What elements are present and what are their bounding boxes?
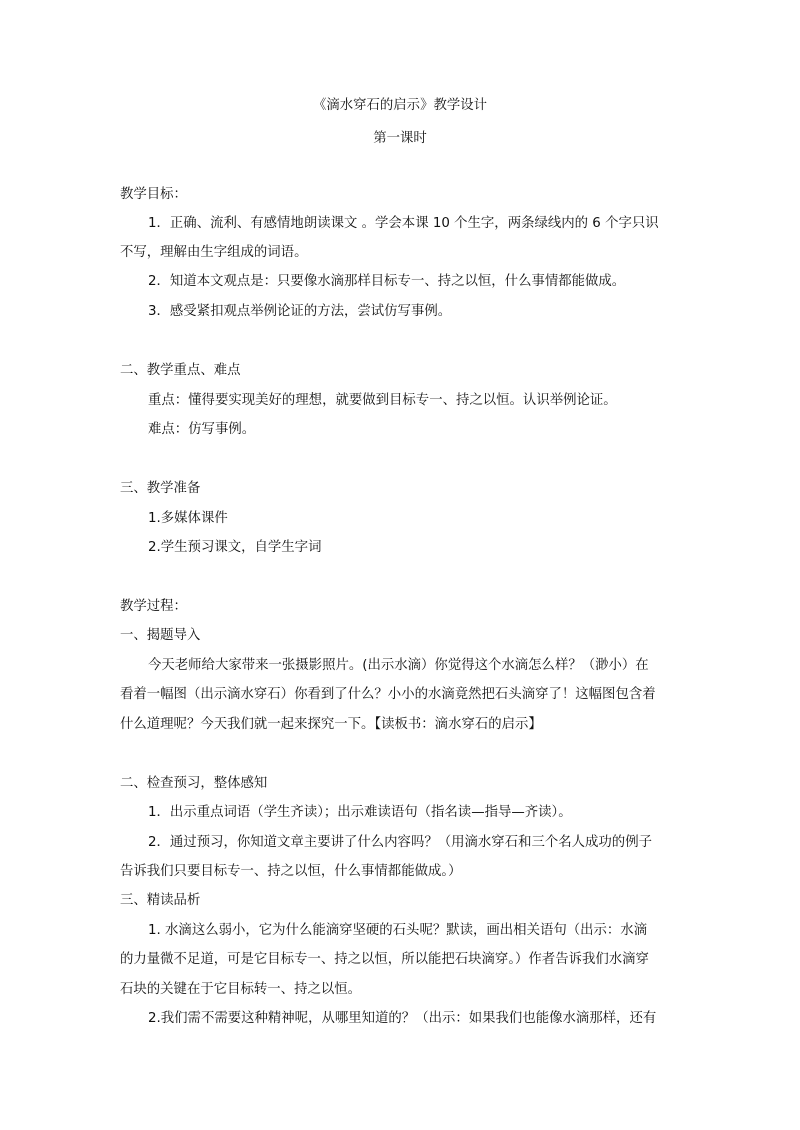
text-line: 今天老师给大家带来一张摄影照片。(出示水滴）你觉得这个水滴怎么样？（渺小）在 xyxy=(148,658,649,673)
heading-process: 教学过程： xyxy=(120,599,187,614)
text-line: 1. 水滴这么弱小，它为什么能滴穿坚硬的石头呢？默读，画出相关语句（出示：水滴 xyxy=(148,923,648,938)
text-line: 2.我们需不需要这种精神呢，从哪里知道的？（出示：如果我们也能像水滴那样，还有 xyxy=(148,1011,657,1026)
text-line: 2．通过预习，你知道文章主要讲了什么内容吗？（用滴水穿石和三个名人成功的例子 xyxy=(148,835,652,850)
document-title: 《滴水穿石的启示》教学设计 xyxy=(312,98,488,113)
text-line: 1.多媒体课件 xyxy=(148,511,228,526)
text-line: 2.学生预习课文，自学生字词 xyxy=(148,540,322,555)
heading-close-reading: 三、精读品析 xyxy=(120,893,201,908)
text-line: 的力量微不足道，可是它目标专一、持之以恒，所以能把石块滴穿。）作者告诉我们水滴穿 xyxy=(120,952,649,967)
heading-intro: 一、揭题导入 xyxy=(120,628,201,643)
document-subtitle: 第一课时 xyxy=(373,131,427,146)
text-line: 看着一幅图（出示滴水穿石）你看到了什么？小小的水滴竟然把石头滴穿了！这幅图包含着 xyxy=(120,687,656,702)
text-line: 1．正确、流利、有感情地朗读课文 。学会本课 10 个生字，两条绿线内的 6 个字只识 xyxy=(148,216,659,231)
text-line: 重点：懂得要实现美好的理想，就要做到目标专一、持之以恒。认识举例论证。 xyxy=(148,393,617,408)
text-line: 告诉我们只要目标专一、持之以恒，什么事情都能做成。） xyxy=(120,864,462,879)
text-line: 难点：仿写事例。 xyxy=(148,422,256,437)
heading-goals: 教学目标： xyxy=(120,187,187,202)
heading-key-points: 二、教学重点、难点 xyxy=(120,363,241,378)
text-line: 2．知道本文观点是：只要像水滴那样目标专一、持之以恒，什么事情都能做成。 xyxy=(148,274,626,289)
heading-preview-check: 二、检查预习，整体感知 xyxy=(120,776,268,791)
text-line: 3．感受紧扣观点举例论证的方法，尝试仿写事例。 xyxy=(148,304,452,319)
heading-preparation: 三、教学准备 xyxy=(120,481,201,496)
text-line: 1．出示重点词语（学生齐读）；出示难读语句（指名读—指导—齐读）。 xyxy=(148,805,572,820)
text-line: 石块的关键在于它目标转一、持之以恒。 xyxy=(120,982,362,997)
text-line: 不写，理解由生字组成的词语。 xyxy=(120,245,308,260)
text-line: 什么道理呢？今天我们就一起来探究一下。【读板书：滴水穿石的启示】 xyxy=(120,717,542,732)
